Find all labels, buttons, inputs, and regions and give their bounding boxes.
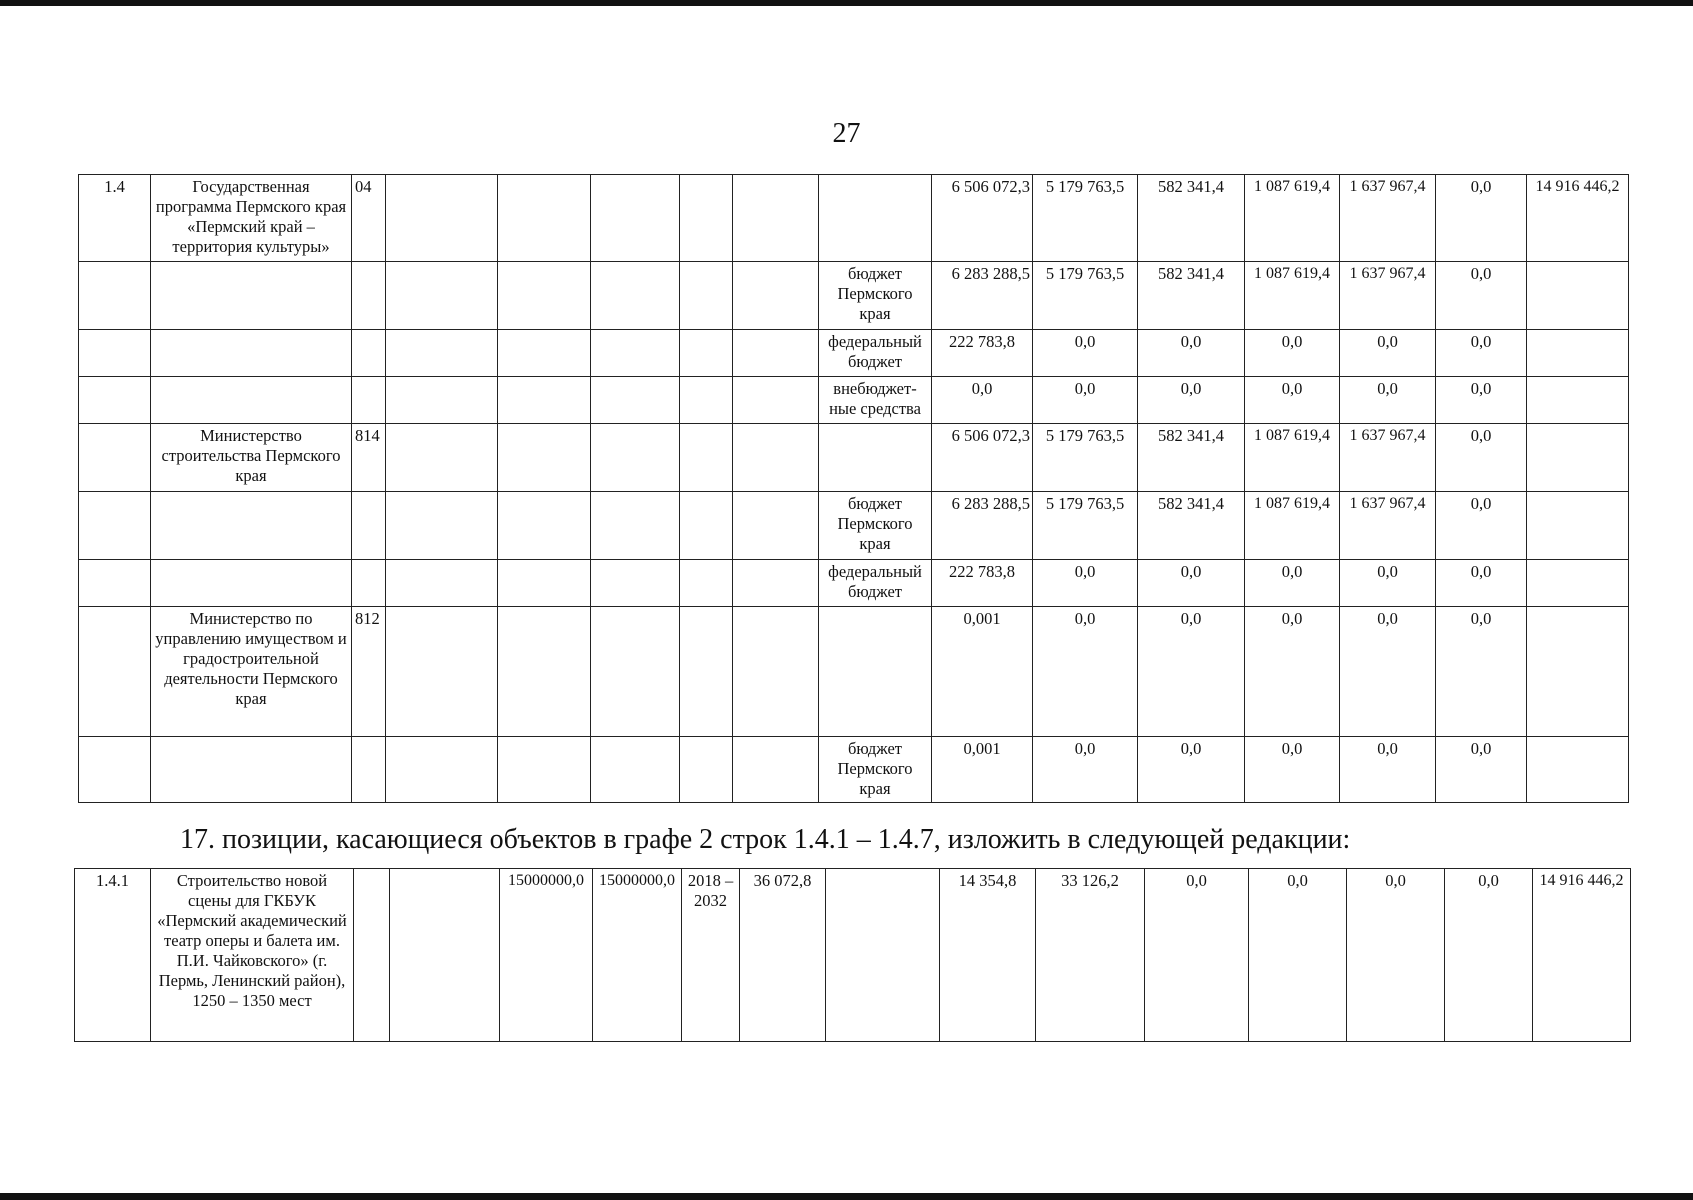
empty-cell [386,560,498,607]
value-cell: 6 506 072,3 [932,424,1033,492]
source-cell: федеральный бюджет [819,330,932,377]
empty-cell [352,492,386,560]
value-cell: 5 179 763,5 [1033,492,1138,560]
value-cell: 1 087 619,4 [1245,262,1340,330]
empty-cell [79,492,151,560]
empty-cell [498,330,591,377]
empty-cell [680,175,733,262]
ministry-name-cell: Министерство строительства Пермского края [151,424,352,492]
empty-cell [1527,737,1629,803]
empty-cell [733,262,819,330]
value-cell: 0,0 [1245,607,1340,737]
empty-cell [826,869,940,1042]
empty-cell [1527,424,1629,492]
value-cell: 1 637 967,4 [1340,262,1436,330]
value-cell: 0,0 [1436,560,1527,607]
value-cell: 0,0 [1138,377,1245,424]
table-row-regional-budget [79,492,1629,560]
empty-cell [591,377,680,424]
code-cell: 814 [352,424,386,492]
value-cell: 0,0 [1340,737,1436,803]
empty-cell [680,560,733,607]
empty-cell [591,560,680,607]
value-cell: 6 283 288,5 [932,492,1033,560]
object-name-cell: Строительство новой сцены для ГКБУК «Пермский академический театр оперы и балета им. П.И. Чайковского» (г. Пермь, Ленинский район), 1250 – 1350 мест [151,869,354,1042]
value-cell: 0,001 [932,737,1033,803]
value-cell: 0,001 [932,607,1033,737]
empty-cell [352,377,386,424]
empty-cell [151,377,352,424]
empty-cell [354,869,390,1042]
value-cell: 0,0 [1340,607,1436,737]
empty-cell [1527,330,1629,377]
empty-cell [591,424,680,492]
empty-cell [352,262,386,330]
empty-cell [151,737,352,803]
empty-cell [498,607,591,737]
value-cell: 5 179 763,5 [1033,262,1138,330]
source-cell: бюджет Пермского края [819,737,932,803]
empty-cell [680,377,733,424]
value-cell: 0,0 [1436,175,1527,262]
value-cell: 0,0 [1138,607,1245,737]
table-row-object [75,869,1631,1042]
empty-cell [1527,607,1629,737]
value-cell: 582 341,4 [1138,492,1245,560]
empty-cell [390,869,500,1042]
source-cell: бюджет Пермского края [819,262,932,330]
value-cell: 582 341,4 [1138,424,1245,492]
ministry-name-cell: Министерство по управлению имуществом и градостроительной деятельности Пермского края [151,607,352,737]
value-cell: 0,0 [1436,262,1527,330]
empty-cell [498,262,591,330]
table-row-ministry-property [79,607,1629,737]
code-cell: 04 [352,175,386,262]
empty-cell [498,492,591,560]
value-cell: 0,0 [1445,869,1533,1042]
empty-cell [591,175,680,262]
value-cell: 0,0 [1340,377,1436,424]
empty-cell [498,424,591,492]
empty-cell [591,330,680,377]
source-cell: внебюджет-ные средства [819,377,932,424]
value-cell: 0,0 [1033,330,1138,377]
value-cell: 0,0 [1245,560,1340,607]
empty-cell [79,424,151,492]
empty-cell [386,377,498,424]
value-cell: 0,0 [1436,330,1527,377]
value-cell: 33 126,2 [1036,869,1145,1042]
table-row-federal-budget [79,330,1629,377]
cost-cell: 36 072,8 [740,869,826,1042]
empty-cell [733,424,819,492]
value-cell: 0,0 [932,377,1033,424]
empty-cell [386,737,498,803]
empty-cell [733,492,819,560]
source-cell: федеральный бюджет [819,560,932,607]
empty-cell [352,560,386,607]
total-cell: 14 916 446,2 [1533,869,1631,1042]
value-cell: 0,0 [1033,560,1138,607]
empty-cell [498,560,591,607]
source-cell [819,424,932,492]
empty-cell [79,737,151,803]
empty-cell [79,330,151,377]
value-cell: 1 637 967,4 [1340,424,1436,492]
empty-cell [386,424,498,492]
empty-cell [1527,560,1629,607]
empty-cell [386,330,498,377]
empty-cell [680,262,733,330]
value-cell: 0,0 [1245,737,1340,803]
empty-cell [498,175,591,262]
empty-cell [79,560,151,607]
empty-cell [1527,262,1629,330]
capacity-cell: 15000000,0 [500,869,593,1042]
page-number: 27 [832,118,861,149]
empty-cell [680,330,733,377]
table-row-federal-budget [79,560,1629,607]
value-cell: 0,0 [1138,330,1245,377]
empty-cell [498,737,591,803]
table-row-regional-budget [79,262,1629,330]
value-cell: 0,0 [1340,330,1436,377]
table-row-ministry-construction [79,424,1629,492]
source-cell: бюджет Пермского края [819,492,932,560]
row-number-cell: 1.4.1 [75,869,151,1042]
value-cell: 0,0 [1340,560,1436,607]
empty-cell [79,262,151,330]
value-cell: 0,0 [1347,869,1445,1042]
value-cell: 582 341,4 [1138,262,1245,330]
value-cell: 5 179 763,5 [1033,175,1138,262]
source-cell [819,175,932,262]
empty-cell [733,175,819,262]
value-cell: 14 354,8 [940,869,1036,1042]
value-cell: 0,0 [1249,869,1347,1042]
value-cell: 0,0 [1436,377,1527,424]
table-row-extrabudgetary [79,377,1629,424]
empty-cell [733,737,819,803]
scan-edge-bottom [0,1193,1693,1200]
table-row-regional-budget [79,737,1629,803]
section-heading: 17. позиции, касающиеся объектов в графе 2 строк 1.4.1 – 1.4.7, изложить в следующей редакции: [180,824,1351,855]
period-cell: 2018 – 2032 [682,869,740,1042]
value-cell: 0,0 [1436,737,1527,803]
objects-table [74,868,1631,1042]
total-cell: 14 916 446,2 [1527,175,1629,262]
value-cell: 1 087 619,4 [1245,424,1340,492]
empty-cell [386,607,498,737]
empty-cell [591,492,680,560]
empty-cell [733,560,819,607]
empty-cell [680,492,733,560]
value-cell: 0,0 [1033,737,1138,803]
value-cell: 222 783,8 [932,560,1033,607]
value-cell: 0,0 [1436,424,1527,492]
empty-cell [386,175,498,262]
empty-cell [151,492,352,560]
value-cell: 0,0 [1138,737,1245,803]
value-cell: 0,0 [1138,560,1245,607]
value-cell: 0,0 [1033,607,1138,737]
financing-table [78,174,1629,803]
value-cell: 1 637 967,4 [1340,492,1436,560]
empty-cell [1527,492,1629,560]
scan-edge-top [0,0,1693,6]
empty-cell [680,424,733,492]
empty-cell [352,330,386,377]
value-cell: 1 087 619,4 [1245,175,1340,262]
empty-cell [79,607,151,737]
value-cell: 0,0 [1033,377,1138,424]
empty-cell [1527,377,1629,424]
table-row-program-total [79,175,1629,262]
empty-cell [733,330,819,377]
row-number-cell: 1.4 [79,175,151,262]
value-cell: 222 783,8 [932,330,1033,377]
value-cell: 1 087 619,4 [1245,492,1340,560]
value-cell: 6 283 288,5 [932,262,1033,330]
empty-cell [386,492,498,560]
empty-cell [79,377,151,424]
empty-cell [498,377,591,424]
empty-cell [680,607,733,737]
value-cell: 0,0 [1245,330,1340,377]
value-cell: 6 506 072,3 [932,175,1033,262]
empty-cell [352,737,386,803]
empty-cell [151,560,352,607]
value-cell: 1 637 967,4 [1340,175,1436,262]
capacity-cell: 15000000,0 [593,869,682,1042]
empty-cell [591,262,680,330]
empty-cell [680,737,733,803]
program-name-cell: Государственная программа Пермского края «Пермский край – территория культуры» [151,175,352,262]
value-cell: 0,0 [1436,607,1527,737]
value-cell: 0,0 [1245,377,1340,424]
code-cell: 812 [352,607,386,737]
empty-cell [151,262,352,330]
empty-cell [386,262,498,330]
empty-cell [733,607,819,737]
empty-cell [733,377,819,424]
source-cell [819,607,932,737]
value-cell: 5 179 763,5 [1033,424,1138,492]
empty-cell [591,607,680,737]
value-cell: 582 341,4 [1138,175,1245,262]
value-cell: 0,0 [1436,492,1527,560]
empty-cell [591,737,680,803]
value-cell: 0,0 [1145,869,1249,1042]
empty-cell [151,330,352,377]
